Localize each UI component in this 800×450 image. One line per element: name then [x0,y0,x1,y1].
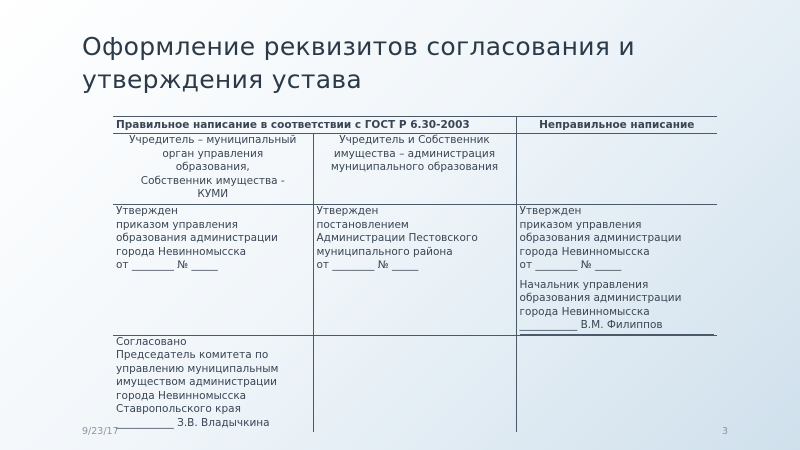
agreement-correct-alt-cell [313,335,516,432]
text-line: образования, [175,161,250,173]
text-line: Утвержден [116,205,178,217]
text-line: имуществом администрации [116,376,277,388]
founder-correct-cell [113,134,313,205]
text-line: города Невинномысска [116,245,247,258]
table-header-row [113,117,717,134]
table-row [113,205,717,336]
text-line: Ставропольского края [116,403,241,415]
requisites-table [113,116,717,432]
text-line: приказом управления [519,218,642,231]
text-line: приказом управления [116,218,238,231]
text-line: орган управления [162,147,264,160]
text-line: города Невинномысска [519,245,650,258]
text-line: муниципального района [316,245,453,258]
text-line: образования администрации [116,232,278,244]
text-line: Начальник управления [519,278,649,291]
slide-title-line-2: утверждения устава [82,65,362,94]
text-line: муниципального образования [330,161,499,173]
slide-title [82,30,762,96]
header-incorrect: Неправильное написание [516,117,717,134]
page-number: 3 [722,426,729,437]
text-line: Утвержден [519,205,582,217]
text-line: от ________ № _____ [116,259,218,271]
text-line: Утвержден [316,205,379,217]
approval-correct-cell [113,205,313,336]
table-row [113,134,717,205]
text-line: от ________ № _____ [519,259,622,271]
text-line: имущества – администрация [333,147,496,160]
text-line: КУМИ [197,188,229,200]
slide-title-line-1: Оформление реквизитов согласования и [82,32,635,61]
text-line: Учредитель и Собственник [339,134,490,146]
text-line: постановлением [316,218,409,231]
header-correct: Правильное написание в соответствии с ГОСТ Р 6.30-2003 [113,117,516,134]
text-line: ___________ З.В. Владычкина [116,416,270,429]
agreement-correct-cell [113,335,313,432]
approval-correct-alt-cell [313,205,516,336]
text-line: города Невинномысска [519,305,650,318]
text-line: управлению муниципальным [116,362,279,375]
text-line: ___________ В.М. Филиппов [519,319,663,331]
founder-incorrect-cell [516,134,717,205]
approval-incorrect-cell [516,205,717,336]
agreement-incorrect-cell [516,335,717,432]
text-line: Председатель комитета по [116,349,269,361]
text-line: от ________ № _____ [316,259,419,271]
table-row [113,335,717,432]
founder-correct-alt-cell [313,134,516,205]
text-line: Собственник имущества - [140,174,285,187]
footer-date: 9/23/17 [82,426,119,437]
text-line: образования администрации [519,232,682,244]
signature-block [520,279,715,335]
text-line: Согласовано [116,335,187,348]
text-line: образования администрации [519,292,682,304]
text-line: Администрации Пестовского [316,232,478,244]
text-line: Учредитель – муниципальный [129,134,297,146]
text-line: города Невинномысска [116,389,247,402]
